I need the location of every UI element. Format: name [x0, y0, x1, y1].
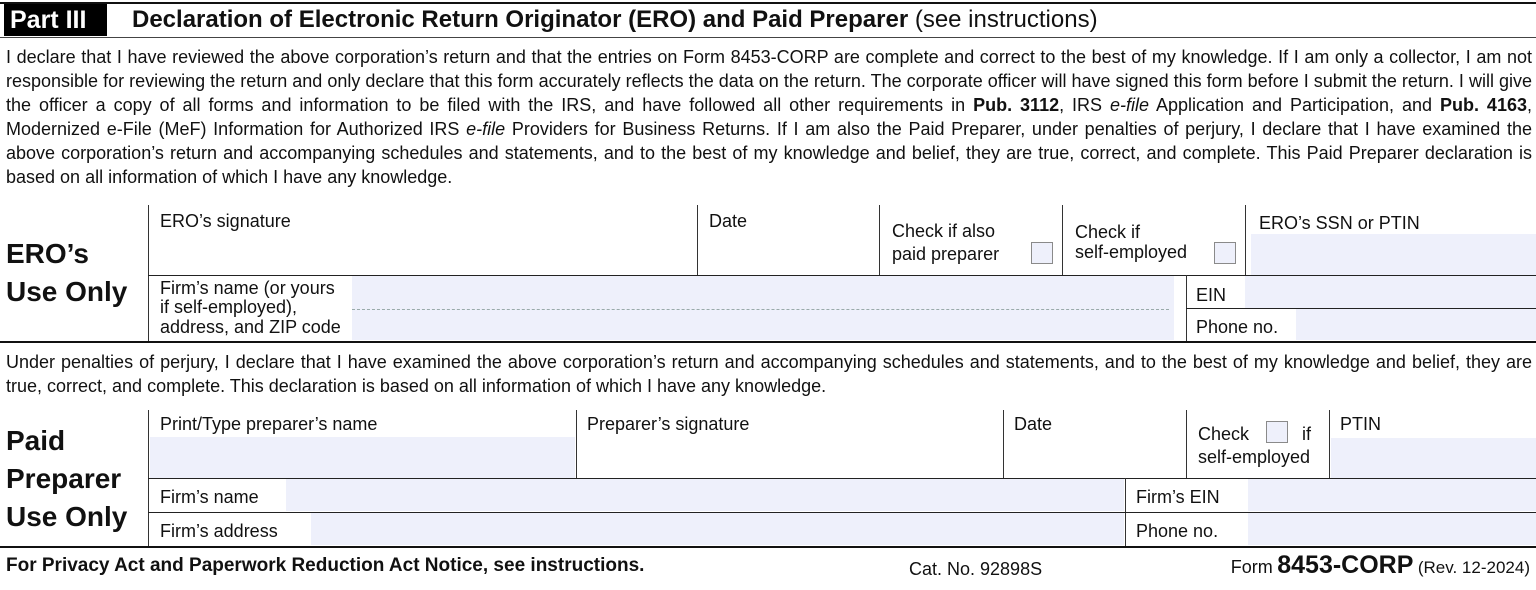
preparer-phone-field[interactable]	[1248, 513, 1536, 545]
form-number: 8453-CORP	[1277, 551, 1414, 579]
preparer-side-line2: Preparer	[6, 463, 122, 494]
preparer-name-label: Print/Type preparer’s name	[160, 414, 378, 434]
section-title	[132, 4, 1098, 36]
privacy-notice: For Privacy Act and Paperwork Reduction Act Notice, see instructions.	[6, 555, 645, 576]
efile-term: e-file	[1110, 95, 1150, 115]
preparer-name-field[interactable]	[150, 437, 575, 478]
ero-section	[0, 205, 1536, 341]
part-badge	[4, 4, 107, 36]
ero-side-line2: Use Only	[6, 276, 128, 307]
check-paid-preparer-label-1: Check if also	[892, 221, 996, 241]
ero-firm-name-address-field[interactable]	[352, 276, 1174, 340]
preparer-check-label-post: if	[1302, 424, 1311, 444]
ero-signature-label: ERO’s signature	[160, 211, 291, 231]
section-title-bold: Declaration of Electronic Return Originator (ERO) and Paid Preparer	[132, 6, 909, 33]
check-self-employed-label-1: Check if	[1075, 222, 1141, 242]
divider	[879, 205, 880, 275]
ero-ssn-ptin-label: ERO’s SSN or PTIN	[1259, 213, 1420, 233]
pub-3112-ref: Pub. 3112	[973, 95, 1060, 115]
divider	[697, 205, 698, 275]
preparer-date-label: Date	[1014, 414, 1053, 434]
ero-section-bottom-rule	[0, 341, 1536, 343]
form-revision: (Rev. 12-2024)	[1417, 558, 1530, 577]
form-id	[1231, 550, 1530, 584]
check-self-employed-label-2: self-employed	[1075, 242, 1188, 262]
divider	[1186, 410, 1187, 478]
declaration-part: , Modernized e-File (MeF) Information for Authorized IRS	[6, 95, 1532, 139]
declaration-part: , IRS	[1059, 95, 1111, 115]
firm-name-label: Firm’s name	[160, 487, 259, 507]
ero-ein-label: EIN	[1196, 285, 1227, 305]
preparer-side-label	[6, 422, 127, 536]
divider	[1003, 410, 1004, 478]
divider	[148, 205, 149, 341]
ero-side-line1: ERO’s	[6, 238, 89, 269]
ero-ein-field[interactable]	[1245, 276, 1536, 308]
preparer-section	[0, 410, 1536, 546]
section-title-note: (see instructions)	[914, 6, 1098, 33]
divider	[1329, 410, 1330, 478]
ero-firm-label-3: address, and ZIP code	[160, 317, 341, 337]
ero-ssn-ptin-field[interactable]	[1251, 234, 1536, 275]
preparer-declaration-text: Under penalties of perjury, I declare that I have examined the above corporation’s return and accompanying schedules and statements, and to the best of my knowledge and belief, they are true, correct, and complete. This declaration is based on all information of which I have any knowledge.	[6, 352, 1532, 396]
divider	[1062, 205, 1063, 275]
preparer-phone-label: Phone no.	[1136, 521, 1219, 541]
firm-address-label: Firm’s address	[160, 521, 278, 541]
ero-phone-field[interactable]	[1296, 309, 1536, 340]
preparer-section-bottom-rule	[0, 546, 1536, 548]
preparer-self-employed-checkbox[interactable]	[1266, 421, 1288, 443]
firm-name-field[interactable]	[286, 479, 1124, 511]
paid-preparer-checkbox[interactable]	[1031, 242, 1053, 264]
firm-address-field[interactable]	[311, 513, 1124, 545]
ero-firm-label-1: Firm’s name (or yours	[160, 278, 335, 298]
form-prefix: Form	[1230, 557, 1273, 577]
ero-firm-label-2: if self-employed),	[160, 297, 298, 317]
preparer-side-line1: Paid	[6, 425, 66, 456]
dashed-separator	[352, 309, 1169, 310]
preparer-signature-field[interactable]	[577, 410, 1003, 478]
declaration-part: Application and Participation, and	[1149, 95, 1440, 115]
preparer-date-field[interactable]	[1005, 410, 1186, 478]
ero-declaration-text	[6, 45, 1532, 189]
preparer-check-label-line2: self-employed	[1198, 447, 1311, 467]
part-label: Part III	[10, 6, 87, 34]
declaration-part: Providers for Business Returns. If I am also the Paid Preparer, under penalties of perjury, I declare that I have examined the above corporation’s return and accompanying schedules and statements, and to the best of my knowledge and belief, they are true, correct, and complete. This Paid Preparer declaration is based on all information of which I have any knowledge.	[6, 119, 1533, 187]
ero-date-label: Date	[709, 211, 748, 231]
ero-self-employed-checkbox[interactable]	[1214, 242, 1236, 264]
preparer-ptin-field[interactable]	[1331, 438, 1536, 478]
declaration-part: I declare that I have reviewed the above corporation’s return and that the entries on Form 8453-CORP are complete and correct to the best of my knowledge. If I am only a collector, I am not responsible for reviewing the return and only declare that this form accurately reflects the data on the return. The corporate officer will have signed this form before I submit the return. I will give the officer a copy of all forms and information to be filed with the IRS, and have followed all other requirements in	[6, 47, 1532, 115]
ero-phone-label: Phone no.	[1196, 317, 1279, 337]
catalog-number: Cat. No. 92898S	[909, 559, 1043, 579]
check-paid-preparer-label-2: paid preparer	[892, 244, 1000, 264]
divider	[576, 410, 577, 478]
efile-term: e-file	[466, 119, 506, 139]
pub-4163-ref: Pub. 4163	[1439, 95, 1527, 115]
preparer-side-line3: Use Only	[6, 501, 128, 532]
header-rule	[0, 37, 1536, 38]
ero-side-label	[6, 235, 127, 311]
preparer-check-label-pre: Check	[1198, 424, 1250, 444]
preparer-ptin-label: PTIN	[1340, 414, 1382, 434]
divider	[1245, 205, 1246, 275]
firm-ein-field[interactable]	[1248, 479, 1536, 511]
preparer-signature-label: Preparer’s signature	[587, 414, 750, 434]
firm-ein-label: Firm’s EIN	[1136, 487, 1220, 507]
